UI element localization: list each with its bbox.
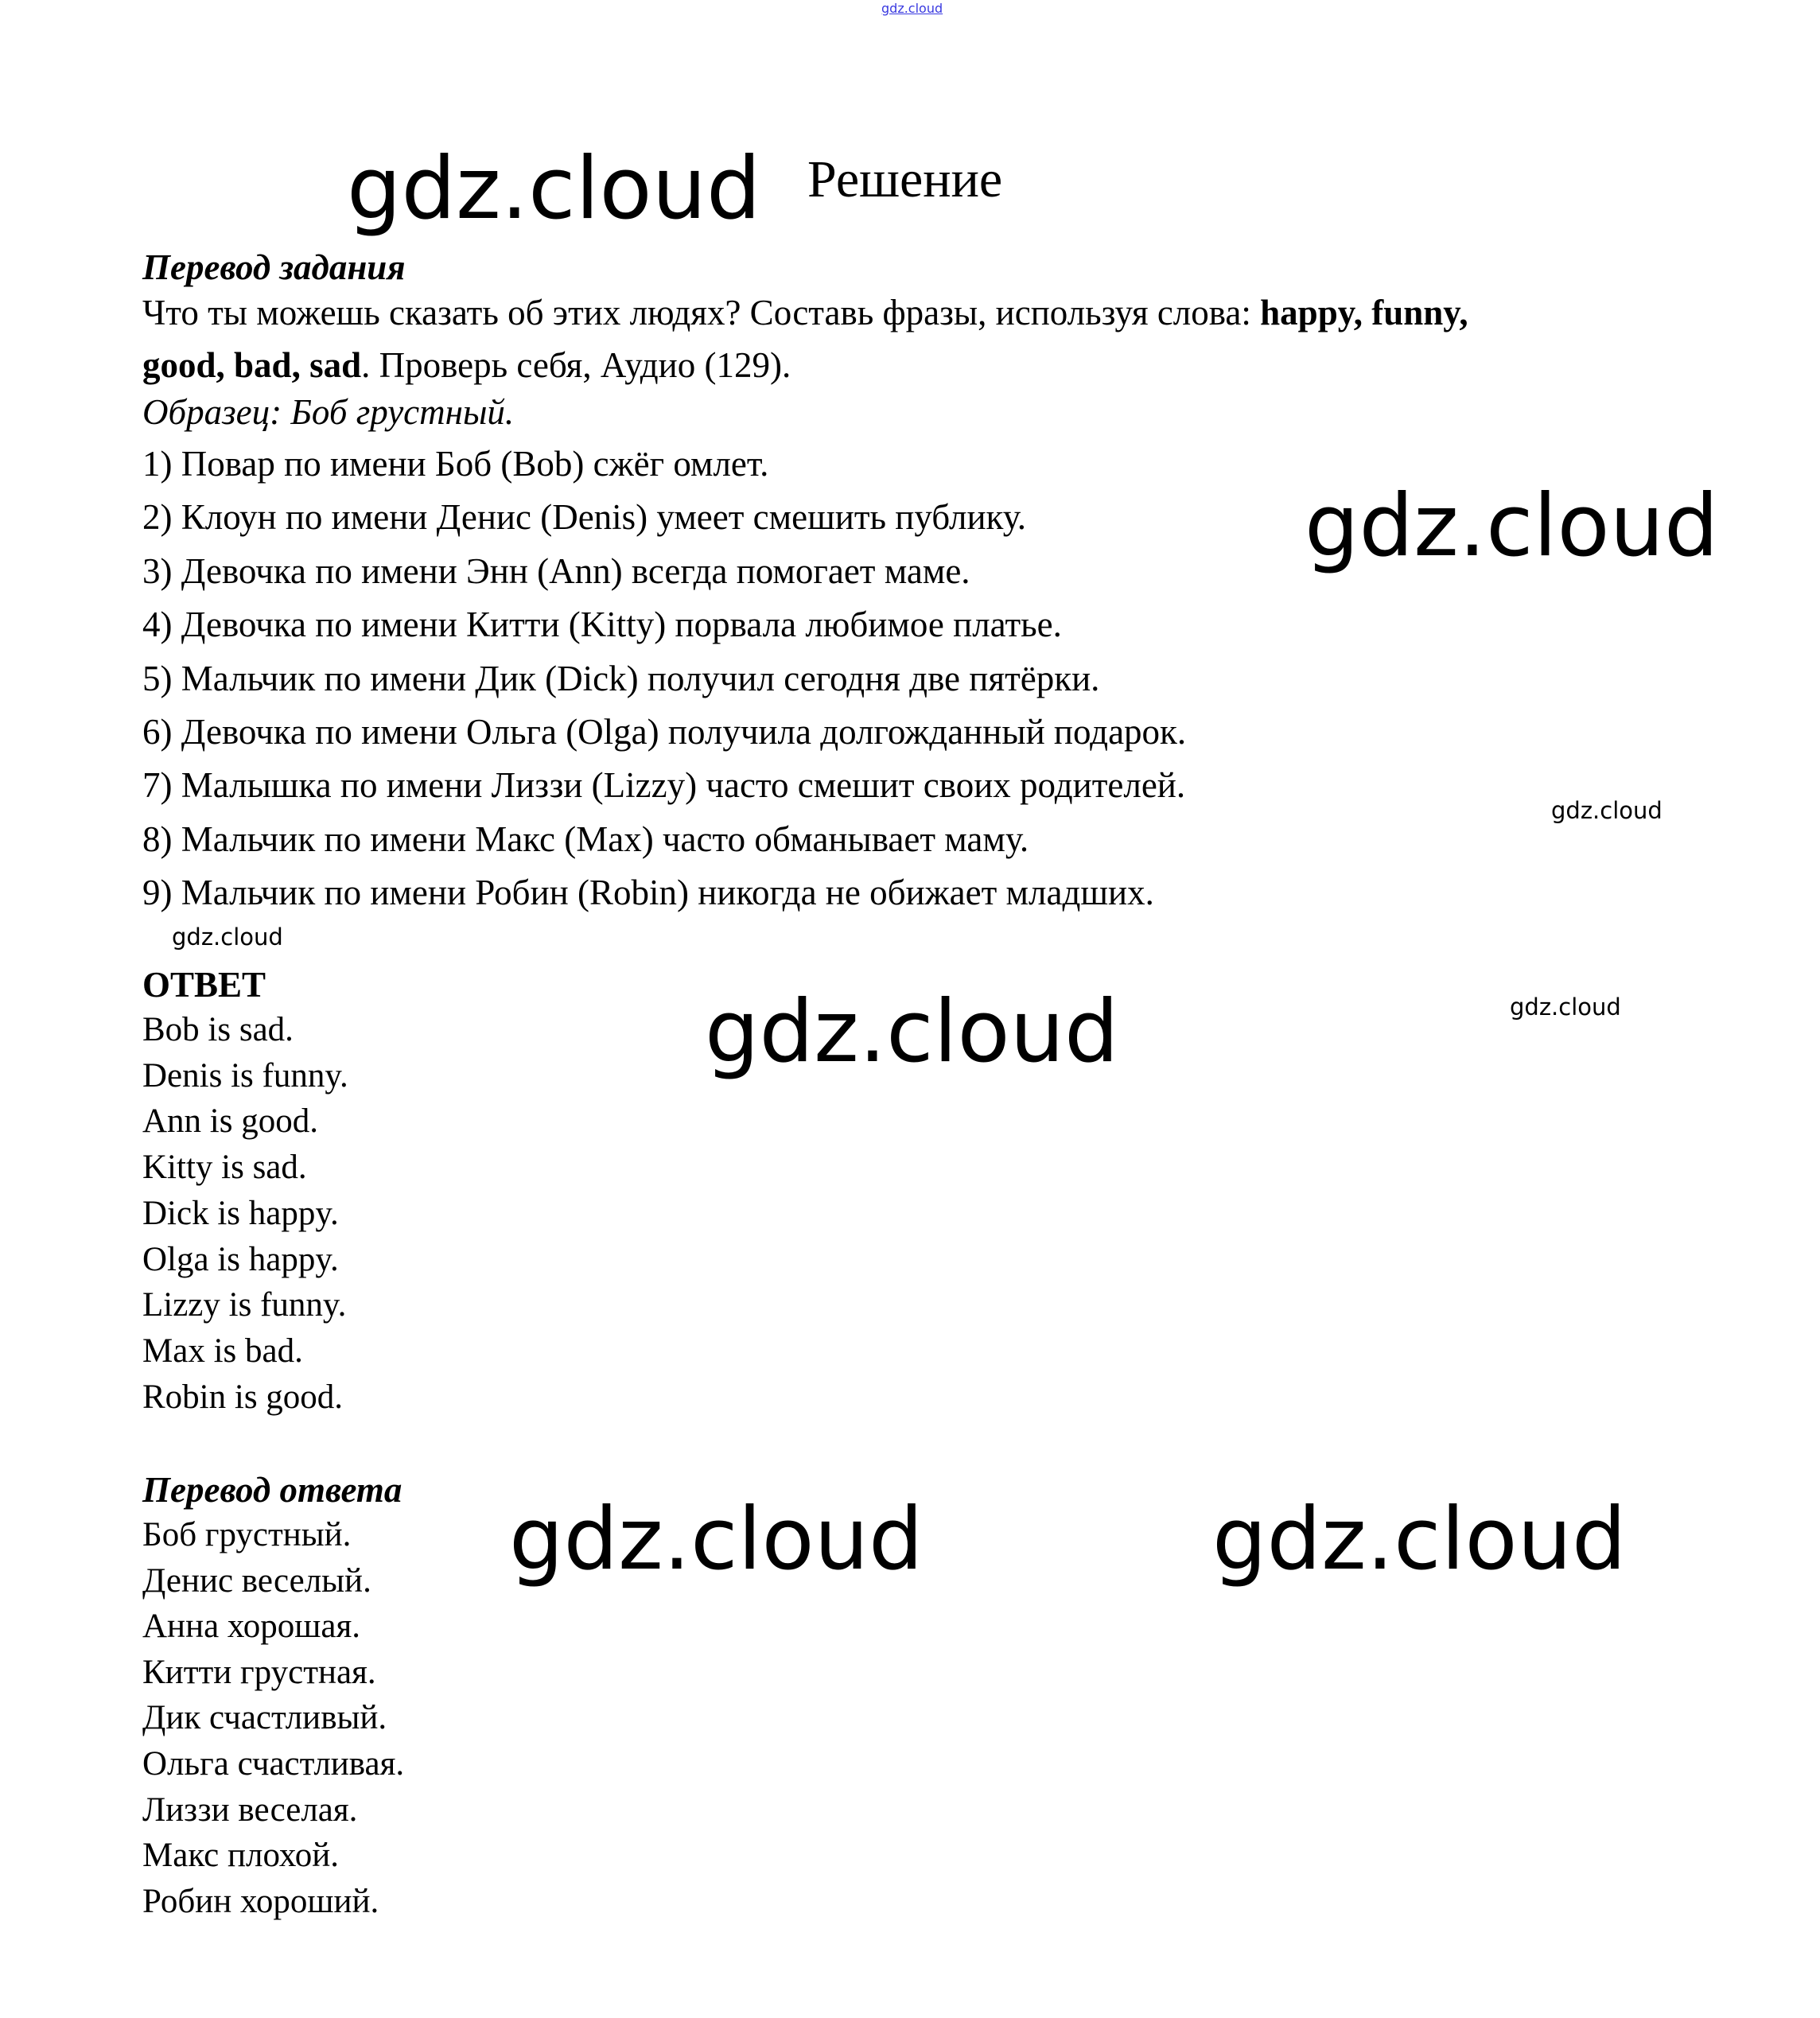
task-item: 6) Девочка по имени Ольга (Olga) получила долгожданный подарок. xyxy=(142,712,1187,752)
translation-item: Боб грустный. xyxy=(142,1516,352,1553)
instruction-text: . Проверь себя, Аудио (129). xyxy=(361,345,791,385)
watermark: gdz.cloud xyxy=(1305,476,1719,576)
page-title: Решение xyxy=(807,150,1003,208)
task-item: 9) Мальчик по имени Робин (Robin) никогда не обижает младших. xyxy=(142,873,1154,913)
answer-item: Ann is good. xyxy=(142,1102,318,1141)
task-item: 8) Мальчик по имени Макс (Max) часто обманывает маму. xyxy=(142,818,1029,859)
watermark: gdz.cloud xyxy=(1510,993,1621,1021)
watermark: gdz.cloud xyxy=(705,982,1119,1082)
task-item: 4) Девочка по имени Китти (Kitty) порвала любимое платье. xyxy=(142,605,1062,645)
translation-heading: Перевод ответа xyxy=(142,1470,402,1510)
task-example: Образец: Боб грустный. xyxy=(142,392,515,432)
task-instruction-line2 xyxy=(142,345,791,385)
translation-item: Робин хороший. xyxy=(142,1882,379,1920)
answer-item: Olga is happy. xyxy=(142,1240,339,1278)
answer-item: Kitty is sad. xyxy=(142,1149,307,1187)
answer-item: Robin is good. xyxy=(142,1378,344,1416)
task-heading: Перевод задания xyxy=(142,247,406,287)
answer-heading: ОТВЕТ xyxy=(142,965,266,1005)
task-item: 3) Девочка по имени Энн (Ann) всегда помогает маме. xyxy=(142,550,970,591)
task-instruction-line1 xyxy=(142,293,1468,332)
task-item: 7) Малышка по имени Лиззи (Lizzy) часто смешит своих родителей. xyxy=(142,765,1186,806)
translation-item: Дик счастливый. xyxy=(142,1699,387,1737)
instruction-keywords: happy, funny, xyxy=(1260,293,1468,332)
answer-item: Lizzy is funny. xyxy=(142,1286,347,1324)
watermark: gdz.cloud xyxy=(1551,797,1662,824)
translation-item: Китти грустная. xyxy=(142,1653,376,1691)
watermark: gdz.cloud xyxy=(172,923,283,951)
translation-item: Ольга счастливая. xyxy=(142,1745,405,1783)
answer-item: Denis is funny. xyxy=(142,1056,348,1095)
instruction-text: Что ты можешь сказать об этих людях? Составь фразы, используя слова: xyxy=(142,293,1261,332)
watermark: gdz.cloud xyxy=(1212,1490,1627,1589)
watermark-link[interactable]: gdz.cloud xyxy=(881,1,943,16)
translation-item: Анна хорошая. xyxy=(142,1608,360,1646)
translation-item: Денис веселый. xyxy=(142,1561,371,1600)
answer-item: Dick is happy. xyxy=(142,1194,339,1232)
translation-item: Лиззи веселая. xyxy=(142,1791,358,1829)
answer-item: Bob is sad. xyxy=(142,1011,294,1048)
watermark: gdz.cloud xyxy=(347,139,761,239)
task-item: 2) Клоун по имени Денис (Denis) умеет смешить публику. xyxy=(142,497,1027,538)
task-item: 5) Мальчик по имени Дик (Dick) получил сегодня две пятёрки. xyxy=(142,658,1100,698)
task-item: 1) Повар по имени Боб (Bob) сжёг омлет. xyxy=(142,444,769,484)
watermark: gdz.cloud xyxy=(509,1490,924,1589)
answer-item: Max is bad. xyxy=(142,1332,303,1370)
instruction-keywords: good, bad, sad xyxy=(142,345,362,385)
translation-item: Макс плохой. xyxy=(142,1837,339,1875)
